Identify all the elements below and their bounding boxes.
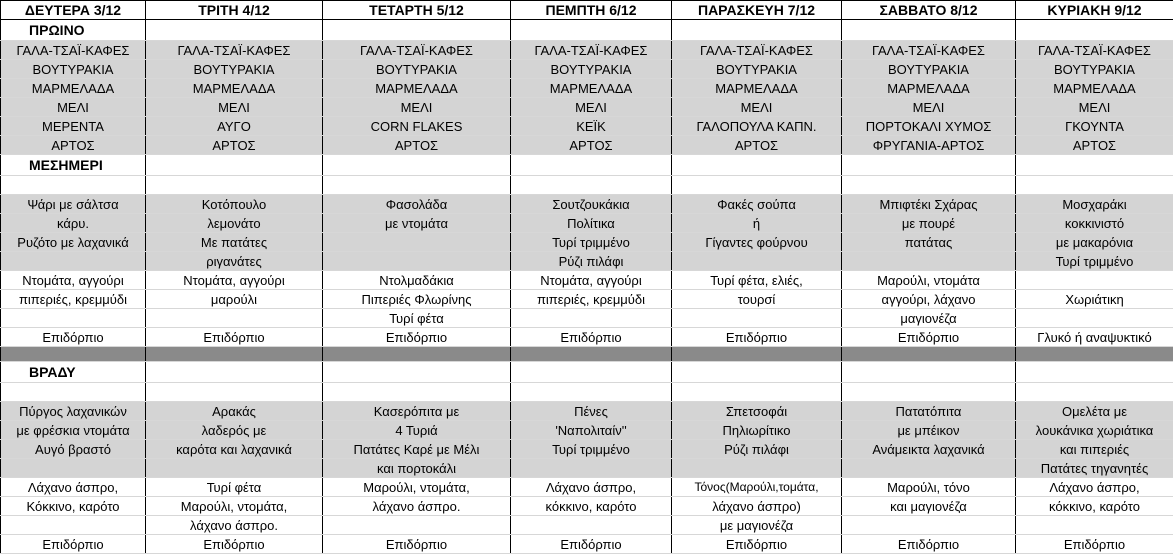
menu-cell: με μπέικον [842, 421, 1016, 440]
menu-cell: Ντομάτα, αγγούρι [1, 271, 146, 290]
menu-cell: κοκκινιστό [1016, 214, 1173, 233]
menu-cell: Επιδόρπιο [146, 328, 323, 347]
menu-cell: ΜΑΡΜΕΛΑΔΑ [1016, 79, 1173, 98]
menu-cell: ΜΕΛΙ [511, 98, 672, 117]
menu-cell: Μαρούλι, ντομάτα, [323, 478, 511, 497]
menu-cell: ΓΑΛΑ-ΤΣΑΪ-ΚΑΦΕΣ [842, 41, 1016, 60]
menu-cell: ΑΥΓΟ [146, 117, 323, 136]
menu-cell [1, 459, 146, 478]
menu-cell: Επιδόρπιο [672, 535, 842, 554]
day-header-row [1, 1, 1173, 20]
menu-cell: κόκκινο, καρότο [1016, 497, 1173, 516]
day-header: ΤΡΙΤΗ 4/12 [146, 1, 323, 20]
breakfast-row [1, 136, 1173, 155]
lunch-row [1, 195, 1173, 214]
menu-cell: ΑΡΤΟΣ [146, 136, 323, 155]
menu-cell: αγγούρι, λάχανο [842, 290, 1016, 309]
dinner-row [1, 421, 1173, 440]
menu-cell: Μαρούλι, τόνο [842, 478, 1016, 497]
menu-cell: ΜΕΡΕΝΤΑ [1, 117, 146, 136]
menu-cell: ΑΡΤΟΣ [323, 136, 511, 155]
menu-cell: Ντομάτα, αγγούρι [146, 271, 323, 290]
menu-cell [1016, 309, 1173, 328]
menu-cell: Πένες [511, 402, 672, 421]
menu-cell: λάχανο άσπρο. [323, 497, 511, 516]
menu-cell: Μαρούλι, ντομάτα, [146, 497, 323, 516]
menu-cell [1, 252, 146, 271]
menu-cell: 'Ναπολιταίν'' [511, 421, 672, 440]
menu-cell: Σπετσοφάι [672, 402, 842, 421]
menu-cell: Ρυζότο με λαχανικά [1, 233, 146, 252]
menu-cell: Πατάτες τηγανητές [1016, 459, 1173, 478]
menu-cell: πιπεριές, κρεμμύδι [511, 290, 672, 309]
menu-cell: Επιδόρπιο [323, 535, 511, 554]
menu-cell: Τυρί φέτα [323, 309, 511, 328]
day-header: ΚΥΡΙΑΚΗ 9/12 [1016, 1, 1173, 20]
menu-cell: Πατάτες Καρέ με Μέλι [323, 440, 511, 459]
menu-cell: ΜΕΛΙ [1016, 98, 1173, 117]
menu-cell: ΑΡΤΟΣ [1, 136, 146, 155]
menu-cell: ΓΚΟΥΝΤΑ [1016, 117, 1173, 136]
dinner-row [1, 459, 1173, 478]
day-header: ΠΕΜΠΤΗ 6/12 [511, 1, 672, 20]
menu-cell: 4 Τυριά [323, 421, 511, 440]
dinner-row [1, 478, 1173, 497]
menu-cell [511, 309, 672, 328]
menu-cell: Επιδόρπιο [1, 328, 146, 347]
menu-cell: Τυρί τριμμένο [511, 440, 672, 459]
breakfast-row [1, 98, 1173, 117]
menu-cell: πατάτας [842, 233, 1016, 252]
breakfast-row [1, 41, 1173, 60]
menu-cell: ΒΟΥΤΥΡΑΚΙΑ [146, 60, 323, 79]
menu-cell: ΜΑΡΜΕΛΑΔΑ [842, 79, 1016, 98]
dinner-row [1, 402, 1173, 421]
menu-cell: ΒΟΥΤΥΡΑΚΙΑ [842, 60, 1016, 79]
menu-cell: με μαγιονέζα [672, 516, 842, 535]
lunch-row [1, 309, 1173, 328]
section-title-breakfast: ΠΡΩΙΝΟ [1, 20, 146, 41]
lunch-row [1, 233, 1173, 252]
menu-cell: ΜΑΡΜΕΛΑΔΑ [511, 79, 672, 98]
menu-cell [1016, 271, 1173, 290]
menu-cell: με μακαρόνια [1016, 233, 1173, 252]
section-title-dinner: ΒΡΑΔΥ [1, 362, 146, 383]
menu-cell: Μπιφτέκι Σχάρας [842, 195, 1016, 214]
menu-cell: λουκάνικα χωριάτικα [1016, 421, 1173, 440]
section-divider-row [1, 347, 1173, 362]
menu-cell: κόκκινο, καρότο [511, 497, 672, 516]
menu-cell: λάχανο άσπρο. [146, 516, 323, 535]
breakfast-row [1, 117, 1173, 136]
menu-cell: ΒΟΥΤΥΡΑΚΙΑ [1, 60, 146, 79]
menu-cell: ΓΑΛΑ-ΤΣΑΪ-ΚΑΦΕΣ [323, 41, 511, 60]
menu-cell: ΜΑΡΜΕΛΑΔΑ [1, 79, 146, 98]
menu-cell: Επιδόρπιο [323, 328, 511, 347]
menu-cell: ΑΡΤΟΣ [1016, 136, 1173, 155]
menu-cell: Χωριάτικη [1016, 290, 1173, 309]
menu-cell: ΠΟΡΤΟΚΑΛΙ ΧΥΜΟΣ [842, 117, 1016, 136]
menu-cell: ΒΟΥΤΥΡΑΚΙΑ [323, 60, 511, 79]
menu-cell: Ανάμεικτα λαχανικά [842, 440, 1016, 459]
menu-cell: ΜΕΛΙ [842, 98, 1016, 117]
menu-cell: και μαγιονέζα [842, 497, 1016, 516]
menu-cell: Τυρί φέτα, ελιές, [672, 271, 842, 290]
menu-cell: Επιδόρπιο [1016, 535, 1173, 554]
menu-cell: Πατατόπιτα [842, 402, 1016, 421]
menu-cell: Σουτζουκάκια [511, 195, 672, 214]
menu-cell: Με πατάτες [146, 233, 323, 252]
menu-cell: Φασολάδα [323, 195, 511, 214]
menu-cell: Ντολμαδάκια [323, 271, 511, 290]
section-lunch-row [1, 155, 1173, 176]
menu-cell: ΒΟΥΤΥΡΑΚΙΑ [1016, 60, 1173, 79]
menu-cell: ΑΡΤΟΣ [672, 136, 842, 155]
dinner-row [1, 440, 1173, 459]
menu-cell: Ψάρι με σάλτσα [1, 195, 146, 214]
menu-cell: και πιπεριές [1016, 440, 1173, 459]
menu-cell: μαγιονέζα [842, 309, 1016, 328]
menu-cell: λεμονάτο [146, 214, 323, 233]
menu-cell: μαρούλι [146, 290, 323, 309]
menu-cell: ή [672, 214, 842, 233]
menu-cell: Κόκκινο, καρότο [1, 497, 146, 516]
menu-cell: Επιδόρπιο [842, 328, 1016, 347]
menu-cell: ΓΑΛΑ-ΤΣΑΪ-ΚΑΦΕΣ [146, 41, 323, 60]
menu-cell: Πηλιωρίτικο [672, 421, 842, 440]
menu-cell: καρότα και λαχανικά [146, 440, 323, 459]
menu-cell: ΜΕΛΙ [1, 98, 146, 117]
menu-cell: λάχανο άσπρο) [672, 497, 842, 516]
section-dinner-row [1, 362, 1173, 383]
menu-cell [511, 516, 672, 535]
menu-cell: ΜΕΛΙ [323, 98, 511, 117]
menu-cell: Τυρί φέτα [146, 478, 323, 497]
menu-cell: ΑΡΤΟΣ [511, 136, 672, 155]
menu-cell: Επιδόρπιο [1, 535, 146, 554]
menu-cell: Λάχανο άσπρο, [511, 478, 672, 497]
menu-cell: ΚΕΪΚ [511, 117, 672, 136]
menu-cell: Ρύζι πιλάφι [672, 440, 842, 459]
menu-cell: ΜΕΛΙ [146, 98, 323, 117]
menu-cell: ΜΑΡΜΕΛΑΔΑ [323, 79, 511, 98]
section-title-lunch: ΜΕΣΗΜΕΡΙ [1, 155, 146, 176]
menu-cell: Τυρί τριμμένο [1016, 252, 1173, 271]
menu-cell: ΓΑΛΑ-ΤΣΑΪ-ΚΑΦΕΣ [672, 41, 842, 60]
menu-cell: Μαρούλι, ντομάτα [842, 271, 1016, 290]
menu-cell: Μοσχαράκι [1016, 195, 1173, 214]
menu-cell: Γλυκό ή αναψυκτικό [1016, 328, 1173, 347]
menu-cell: με ντομάτα [323, 214, 511, 233]
menu-cell [672, 252, 842, 271]
menu-cell: πιπεριές, κρεμμύδι [1, 290, 146, 309]
breakfast-row [1, 79, 1173, 98]
menu-cell: ΓΑΛΑ-ΤΣΑΪ-ΚΑΦΕΣ [1016, 41, 1173, 60]
dinner-dessert-row [1, 535, 1173, 554]
menu-cell: Ντομάτα, αγγούρι [511, 271, 672, 290]
menu-cell: Τυρί τριμμένο [511, 233, 672, 252]
menu-cell: Αρακάς [146, 402, 323, 421]
lunch-row [1, 252, 1173, 271]
menu-cell: ΓΑΛΟΠΟΥΛΑ ΚΑΠΝ. [672, 117, 842, 136]
menu-cell [146, 309, 323, 328]
menu-cell: Επιδόρπιο [146, 535, 323, 554]
menu-cell [323, 233, 511, 252]
menu-cell: Επιδόρπιο [511, 328, 672, 347]
lunch-dessert-row [1, 328, 1173, 347]
lunch-row [1, 290, 1173, 309]
menu-cell: Φακές σούπα [672, 195, 842, 214]
dinner-row [1, 516, 1173, 535]
menu-cell: κάρυ. [1, 214, 146, 233]
day-header: ΣΑΒΒΑΤΟ 8/12 [842, 1, 1016, 20]
menu-cell: ΜΑΡΜΕΛΑΔΑ [146, 79, 323, 98]
lunch-row [1, 271, 1173, 290]
menu-cell: και πορτοκάλι [323, 459, 511, 478]
menu-cell: Πολίτικα [511, 214, 672, 233]
menu-cell [323, 516, 511, 535]
menu-cell [511, 459, 672, 478]
spacer-row [1, 383, 1173, 402]
menu-cell: με φρέσκια ντομάτα [1, 421, 146, 440]
menu-cell: Λάχανο άσπρο, [1016, 478, 1173, 497]
menu-cell: Πιπεριές Φλωρίνης [323, 290, 511, 309]
menu-cell [672, 459, 842, 478]
menu-cell [1016, 516, 1173, 535]
menu-cell: Πύργος λαχανικών [1, 402, 146, 421]
menu-cell: Επιδόρπιο [511, 535, 672, 554]
menu-cell [842, 252, 1016, 271]
day-header: ΔΕΥΤΕΡΑ 3/12 [1, 1, 146, 20]
menu-cell [1, 516, 146, 535]
menu-cell [146, 459, 323, 478]
menu-cell [672, 309, 842, 328]
menu-cell: Ομελέτα με [1016, 402, 1173, 421]
menu-cell [842, 459, 1016, 478]
menu-cell [323, 252, 511, 271]
menu-cell [842, 516, 1016, 535]
menu-cell: ριγανάτες [146, 252, 323, 271]
menu-cell: Γίγαντες φούρνου [672, 233, 842, 252]
menu-cell: ΦΡΥΓΑΝΙΑ-ΑΡΤΟΣ [842, 136, 1016, 155]
menu-cell: Αυγό βραστό [1, 440, 146, 459]
menu-cell: ΜΕΛΙ [672, 98, 842, 117]
menu-cell: CORN FLAKES [323, 117, 511, 136]
menu-cell: Επιδόρπιο [672, 328, 842, 347]
lunch-row [1, 214, 1173, 233]
menu-cell: ΒΟΥΤΥΡΑΚΙΑ [511, 60, 672, 79]
menu-cell [1, 309, 146, 328]
menu-cell: ΓΑΛΑ-ΤΣΑΪ-ΚΑΦΕΣ [1, 41, 146, 60]
menu-cell: Ρύζι πιλάφι [511, 252, 672, 271]
menu-cell: ΜΑΡΜΕΛΑΔΑ [672, 79, 842, 98]
menu-cell: Επιδόρπιο [842, 535, 1016, 554]
menu-cell: ΓΑΛΑ-ΤΣΑΪ-ΚΑΦΕΣ [511, 41, 672, 60]
menu-cell: με πουρέ [842, 214, 1016, 233]
spacer-row [1, 176, 1173, 195]
menu-cell: τουρσί [672, 290, 842, 309]
day-header: ΠΑΡΑΣΚΕΥΗ 7/12 [672, 1, 842, 20]
menu-cell: Κοτόπουλο [146, 195, 323, 214]
menu-cell: λαδερός με [146, 421, 323, 440]
section-breakfast-row [1, 20, 1173, 41]
dinner-row [1, 497, 1173, 516]
day-header: ΤΕΤΑΡΤΗ 5/12 [323, 1, 511, 20]
menu-cell: Τόνος(Μαρούλι,τομάτα, [672, 478, 842, 497]
menu-cell: Λάχανο άσπρο, [1, 478, 146, 497]
breakfast-row [1, 60, 1173, 79]
menu-cell: ΒΟΥΤΥΡΑΚΙΑ [672, 60, 842, 79]
menu-cell: Κασερόπιτα με [323, 402, 511, 421]
